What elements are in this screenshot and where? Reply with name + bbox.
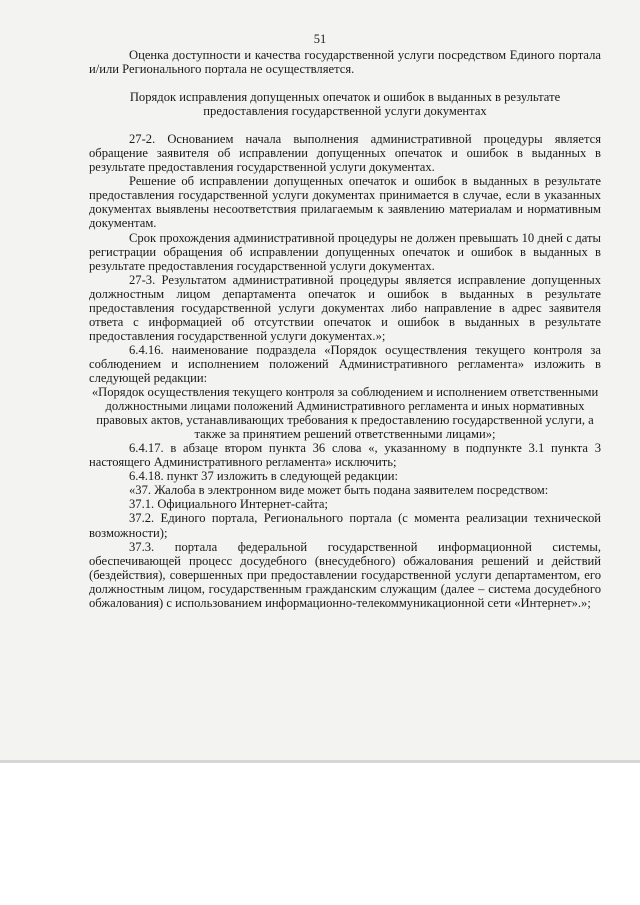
paragraph-37-3: 37.3. портала федеральной государственной информационной системы, обеспечивающей процесс досудебного (внесудебного) обжалования решений и действий (бездействия), совершенных при предоставлении государственной услуги департаментом, его должностным лицом, государственным гражданским служащим (далее – система досудебного обжалования) с использованием информационно-телекоммуникационной сети «Интернет».»; <box>89 539 601 610</box>
paragraph-37-1: 37.1. Официального Интернет-сайта; <box>129 497 328 512</box>
document-body <box>89 48 601 610</box>
page-number: 51 <box>313 32 327 46</box>
paragraph-6-4-16: 6.4.16. наименование подраздела «Порядок осуществления текущего контроля за соблюдением и исполнением положений Административного регламента» изложить в следующей редакции: <box>89 342 601 385</box>
section-heading: Порядок исправления допущенных опечаток и ошибок в выданных в результате предоставления государственной услуги документах <box>129 90 561 119</box>
quoted-subsection-title: «Порядок осуществления текущего контроля за соблюдением и исполнением ответственными должностными лицами положений Административного регламента и иных нормативных правовых актов, устанавливающих требования к предоставлению государственной услуги, а также за принятием решений ответственными лицами»; <box>91 385 599 442</box>
paragraph-27-2: 27-2. Основанием начала выполнения административной процедуры является обращение заявителя об исправлении допущенных опечаток и ошибок в выданных в результате предоставления государственной услуги документах. <box>89 132 601 175</box>
scan-bottom-edge <box>0 760 640 763</box>
paragraph-correction-decision: Решение об исправлении допущенных опечаток и ошибок в выданных в результате предоставления государственной услуги документах принимается в случае, если в указанных документах выявлены несоответствия прилагаемым к заявлению материалам и нормативным документам. <box>89 174 601 231</box>
paragraph-6-4-18: 6.4.18. пункт 37 изложить в следующей редакции: <box>129 469 398 484</box>
paragraph-37: «37. Жалоба в электронном виде может быть подана заявителем посредством: <box>129 483 549 498</box>
paragraph-procedure-term: Срок прохождения административной процедуры не должен превышать 10 дней с даты регистрации обращения об исправлении допущенных опечаток и ошибок в выданных в результате предоставления государственной услуги документах. <box>89 230 601 273</box>
paragraph-37-2: 37.2. Единого портала, Регионального портала (с момента реализации технической возможности); <box>89 511 601 540</box>
paragraph-6-4-17: 6.4.17. в абзаце втором пункта 36 слова «, указанному в подпункте 3.1 пункта 3 настоящего Административного регламента» исключить; <box>89 441 601 470</box>
paragraph-portal-assessment: Оценка доступности и качества государственной услуги посредством Единого портала и/или Регионального портала не осуществляется. <box>89 48 601 77</box>
paragraph-27-3: 27-3. Результатом административной процедуры является исправление допущенных должностным лицом департамента опечаток и ошибок в выданных в результате предоставления государственной услуги документах либо направление в адрес заявителя ответа с информацией об отсутствии опечаток и ошибок в выданных в результате предоставления государственной услуги документах.»; <box>89 272 601 343</box>
